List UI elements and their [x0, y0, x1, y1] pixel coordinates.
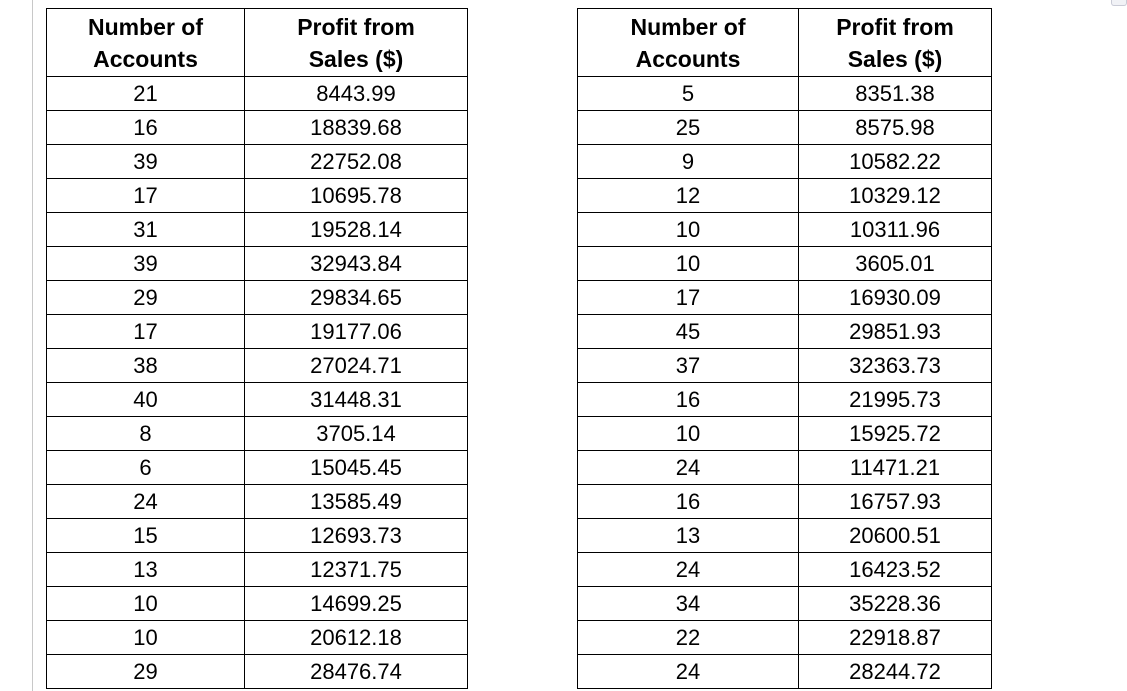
header-line: Profit from [836, 13, 954, 40]
table-row [47, 655, 468, 689]
accounts-cell: 38 [47, 349, 245, 383]
profit-cell: 29834.65 [245, 281, 468, 315]
table-row [578, 315, 992, 349]
profit-cell: 15045.45 [245, 451, 468, 485]
accounts-cell: 40 [47, 383, 245, 417]
profit-cell: 10582.22 [799, 145, 992, 179]
header-profit-from-sales [245, 9, 468, 77]
table-body [47, 77, 468, 689]
accounts-cell: 9 [578, 145, 799, 179]
profit-cell: 10695.78 [245, 179, 468, 213]
accounts-cell: 31 [47, 213, 245, 247]
profit-cell: 3705.14 [245, 417, 468, 451]
accounts-cell: 45 [578, 315, 799, 349]
table-row [47, 179, 468, 213]
profit-cell: 8443.99 [245, 77, 468, 111]
header-line: Profit from [297, 13, 415, 40]
table-row [578, 77, 992, 111]
accounts-cell: 39 [47, 145, 245, 179]
profit-cell: 16423.52 [799, 553, 992, 587]
table-row [47, 485, 468, 519]
table-row [578, 587, 992, 621]
profit-cell: 12371.75 [245, 553, 468, 587]
table-row [47, 247, 468, 281]
accounts-cell: 24 [578, 451, 799, 485]
accounts-cell: 12 [578, 179, 799, 213]
table-row [47, 621, 468, 655]
data-table-left [46, 8, 468, 689]
window-left-border [32, 0, 33, 691]
accounts-cell: 10 [578, 417, 799, 451]
table-row [47, 587, 468, 621]
accounts-cell: 16 [578, 383, 799, 417]
table-row [578, 417, 992, 451]
table-row [47, 519, 468, 553]
header-number-of-accounts [578, 9, 799, 77]
profit-cell: 13585.49 [245, 485, 468, 519]
data-table-right [577, 8, 992, 689]
table-row [47, 315, 468, 349]
profit-cell: 18839.68 [245, 111, 468, 145]
header-line: Accounts [93, 45, 198, 72]
profit-cell: 8351.38 [799, 77, 992, 111]
profit-cell: 32943.84 [245, 247, 468, 281]
accounts-cell: 37 [578, 349, 799, 383]
table-row [578, 655, 992, 689]
table-row [47, 111, 468, 145]
table-row [47, 77, 468, 111]
accounts-cell: 10 [578, 213, 799, 247]
accounts-cell: 29 [47, 281, 245, 315]
table-row [578, 383, 992, 417]
accounts-cell: 22 [578, 621, 799, 655]
table-row [578, 621, 992, 655]
accounts-cell: 21 [47, 77, 245, 111]
profit-cell: 12693.73 [245, 519, 468, 553]
table-row [47, 383, 468, 417]
accounts-cell: 10 [578, 247, 799, 281]
profit-cell: 31448.31 [245, 383, 468, 417]
table-body [578, 77, 992, 689]
header-line: Number of [88, 13, 203, 40]
profit-cell: 10311.96 [799, 213, 992, 247]
table-row [47, 213, 468, 247]
accounts-cell: 24 [47, 485, 245, 519]
header-number-of-accounts [47, 9, 245, 77]
accounts-cell: 8 [47, 417, 245, 451]
table-row [578, 179, 992, 213]
profit-cell: 20612.18 [245, 621, 468, 655]
accounts-cell: 13 [578, 519, 799, 553]
profit-cell: 11471.21 [799, 451, 992, 485]
accounts-cell: 16 [578, 485, 799, 519]
table-row [578, 553, 992, 587]
table-row [578, 145, 992, 179]
accounts-cell: 17 [47, 315, 245, 349]
table-header-row [47, 9, 468, 77]
profit-cell: 10329.12 [799, 179, 992, 213]
header-line: Sales ($) [308, 45, 404, 72]
profit-cell: 19177.06 [245, 315, 468, 349]
accounts-cell: 13 [47, 553, 245, 587]
profit-cell: 3605.01 [799, 247, 992, 281]
table-row [47, 281, 468, 315]
profit-cell: 28244.72 [799, 655, 992, 689]
profit-cell: 32363.73 [799, 349, 992, 383]
table-header-row [578, 9, 992, 77]
accounts-cell: 24 [578, 553, 799, 587]
accounts-cell: 29 [47, 655, 245, 689]
profit-cell: 15925.72 [799, 417, 992, 451]
accounts-cell: 39 [47, 247, 245, 281]
table-row [578, 281, 992, 315]
accounts-cell: 10 [47, 587, 245, 621]
accounts-cell: 10 [47, 621, 245, 655]
profit-cell: 19528.14 [245, 213, 468, 247]
table-row [47, 417, 468, 451]
profit-cell: 16757.93 [799, 485, 992, 519]
profit-cell: 22752.08 [245, 145, 468, 179]
table-row [578, 111, 992, 145]
table-row [578, 451, 992, 485]
profit-cell: 35228.36 [799, 587, 992, 621]
profit-cell: 27024.71 [245, 349, 468, 383]
profit-cell: 14699.25 [245, 587, 468, 621]
header-line: Accounts [635, 45, 741, 72]
accounts-cell: 17 [47, 179, 245, 213]
profit-cell: 22918.87 [799, 621, 992, 655]
profit-cell: 16930.09 [799, 281, 992, 315]
table-row [47, 145, 468, 179]
header-line: Sales ($) [847, 45, 943, 72]
table-row [578, 519, 992, 553]
profit-cell: 20600.51 [799, 519, 992, 553]
profit-cell: 28476.74 [245, 655, 468, 689]
table-row [578, 485, 992, 519]
table-row [578, 349, 992, 383]
profit-cell: 29851.93 [799, 315, 992, 349]
accounts-cell: 34 [578, 587, 799, 621]
header-line: Number of [630, 13, 746, 40]
accounts-cell: 24 [578, 655, 799, 689]
profit-cell: 21995.73 [799, 383, 992, 417]
accounts-cell: 25 [578, 111, 799, 145]
accounts-cell: 6 [47, 451, 245, 485]
table-row [47, 349, 468, 383]
accounts-cell: 17 [578, 281, 799, 315]
accounts-cell: 5 [578, 77, 799, 111]
table-row [578, 247, 992, 281]
table-row [47, 553, 468, 587]
accounts-cell: 15 [47, 519, 245, 553]
header-profit-from-sales [799, 9, 992, 77]
corner-handle [1111, 0, 1127, 6]
table-row [47, 451, 468, 485]
accounts-cell: 16 [47, 111, 245, 145]
table-row [578, 213, 992, 247]
profit-cell: 8575.98 [799, 111, 992, 145]
